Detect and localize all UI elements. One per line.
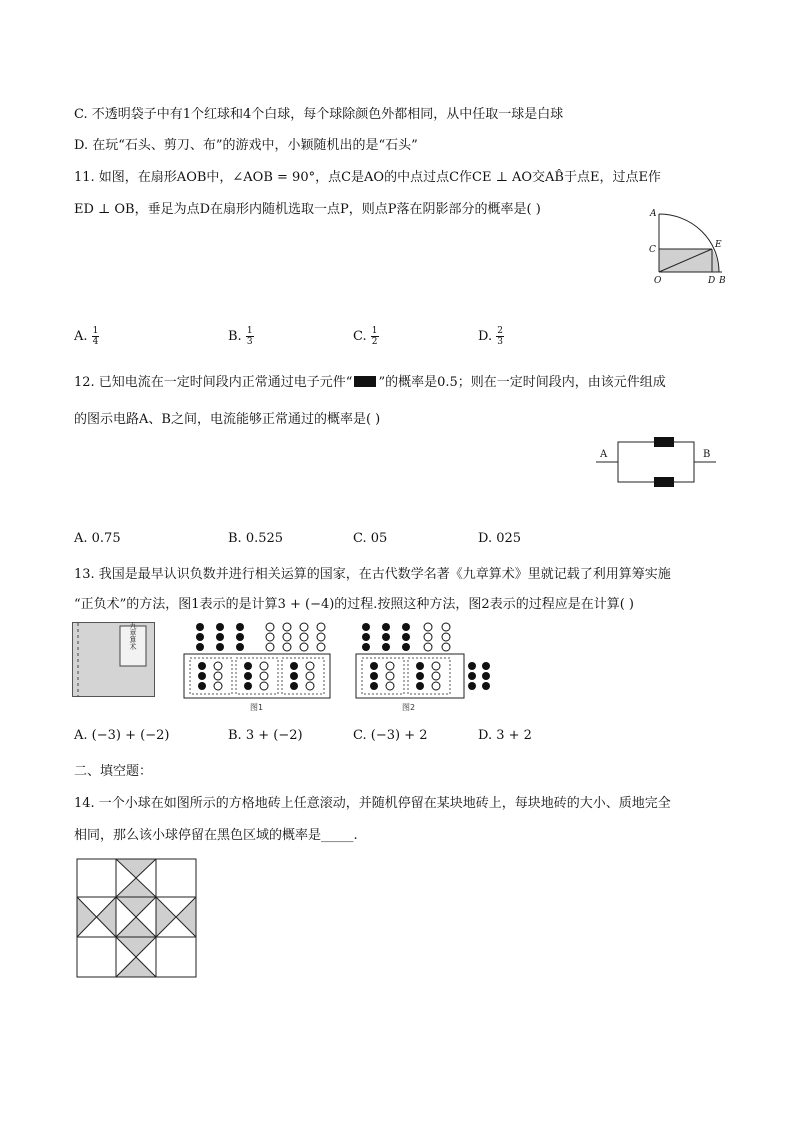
element-icon: [354, 376, 376, 387]
q13-option-c[interactable]: C. (−3) + 2: [353, 728, 428, 743]
q12-text-part-2: ”的概率是0.5；则在一定时间段内，由该元件组成: [378, 375, 666, 390]
fig1-caption: 图1: [250, 703, 264, 712]
denominator: 3: [246, 337, 253, 347]
q11-option-d[interactable]: [478, 326, 504, 347]
question-11-line-1: 11. 如图，在扇形AOB中，∠AOB = 90°，点C是AO的中点过点C作CE ⊥ AO交AB̂于点E，过点E作: [74, 170, 661, 185]
figure-1-counting-rods: [182, 620, 334, 714]
option-letter: A.: [74, 329, 88, 344]
option-letter: B.: [228, 329, 242, 344]
numerator: 1: [371, 326, 378, 336]
question-14-line-1: 14. 一个小球在如图所示的方格地砖上任意滚动，并随机停留在某块地砖上，每块地砖的大小、质地完全: [74, 796, 671, 811]
numerator: 1: [246, 326, 253, 336]
fig2-bottom-rods: [370, 662, 490, 690]
element-bottom: [654, 477, 674, 487]
question-13-line-2: “正负术”的方法，图1表示的是计算3 + (−4)的过程.按照这种方法，图2表示的过程应是在计算( ): [74, 597, 634, 612]
text-line-option-c: C. 不透明袋子中有1个红球和4个白球，每个球除颜色外都相同，从中任取一球是白球: [74, 107, 564, 122]
q13-option-a[interactable]: A. (−3) + (−2): [74, 728, 170, 743]
fig2-top-row: [362, 623, 450, 651]
denominator: 2: [371, 337, 378, 347]
fraction: [246, 326, 254, 347]
option-letter: D.: [478, 329, 493, 344]
fig1-bottom-pairs: [198, 662, 314, 690]
denominator: 3: [497, 337, 503, 347]
section-heading-fill-blank: 二、填空题：: [74, 764, 153, 779]
circuit-diagram: [592, 432, 722, 488]
q12-option-c[interactable]: C. 05: [353, 531, 388, 546]
book-image: [72, 622, 156, 698]
q12-option-d[interactable]: D. 025: [478, 531, 522, 546]
option-letter: C.: [353, 329, 367, 344]
label-d: D: [708, 276, 716, 286]
sector-figure: [644, 206, 734, 288]
label-o: O: [654, 276, 662, 286]
label-a: A: [650, 209, 657, 219]
q12-option-a[interactable]: A. 0.75: [74, 531, 121, 546]
q12-text-part-1: 12. 已知电流在一定时间段内正常通过电子元件“: [74, 375, 353, 390]
figure-2-counting-rods: [354, 620, 494, 714]
label-a: A: [600, 449, 608, 460]
element-top: [654, 437, 674, 447]
fraction: [371, 326, 379, 347]
label-b: B: [703, 449, 711, 460]
q11-option-b[interactable]: [228, 326, 254, 347]
q11-option-a[interactable]: [74, 326, 99, 347]
q13-option-d[interactable]: D. 3 + 2: [478, 728, 532, 743]
question-11-line-2: ED ⊥ OB，垂足为点D在扇形内随机选取一点P，则点P落在阴影部分的概率是( ): [74, 202, 541, 217]
tile-grid-figure: [76, 858, 198, 978]
q13-option-b[interactable]: B. 3 + (−2): [228, 728, 303, 743]
text-line-option-d: D. 在玩“石头、剪刀、布”的游戏中，小颖随机出的是“石头”: [74, 138, 418, 153]
question-13-line-1: 13. 我国是最早认识负数并进行相关运算的国家，在古代数学名著《九章算术》里就记载了利用算筹实施: [74, 567, 671, 582]
label-e: E: [715, 240, 722, 250]
q11-option-c[interactable]: [353, 326, 379, 347]
fig1-top-row: [196, 623, 325, 651]
fig2-caption: 图2: [402, 703, 416, 712]
label-c: C: [649, 245, 656, 255]
fraction: [92, 326, 100, 347]
label-b: B: [719, 276, 726, 286]
question-12-line-2: 的图示电路A、B之间，电流能够正常通过的概率是( ): [74, 412, 381, 427]
question-14-line-2: 相同，那么该小球停留在黑色区域的概率是_____.: [74, 828, 358, 843]
q12-option-b[interactable]: B. 0.525: [228, 531, 284, 546]
numerator: 2: [497, 326, 503, 336]
fraction: [496, 326, 504, 347]
question-12-line-1: [74, 371, 666, 390]
numerator: 1: [92, 326, 99, 336]
book-title: 九章算术: [129, 622, 137, 650]
denominator: 4: [92, 337, 99, 347]
